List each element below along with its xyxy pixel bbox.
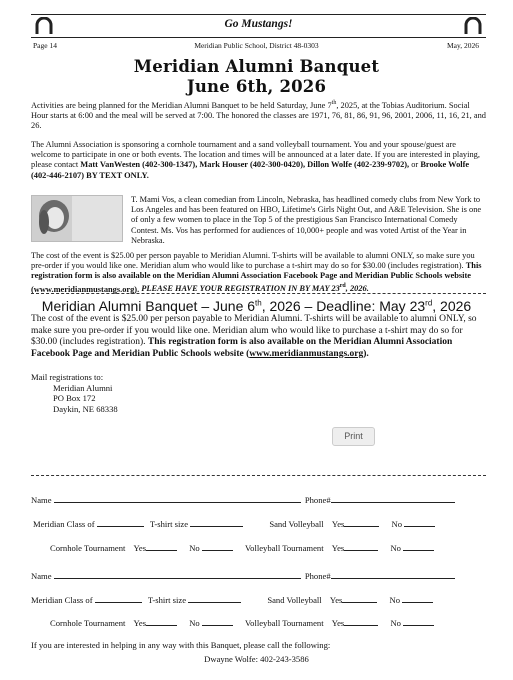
page-title: Meridian Alumni Banquet: [133, 57, 380, 76]
form-heading: Meridian Alumni Banquet – June 6th, 2026 – Deadline: May 23rd, 2026: [41, 298, 472, 314]
volleyball-tourney-yes-field[interactable]: [344, 617, 378, 626]
intro-paragraph: Activities are being planned for the Meridian Alumni Banquet to be held Saturday, June 7th, 2025, at the Tobias Auditorium. Social Hour starts at 6:00 and the meal will be served at 7:00. The honored the classes are 1971, 76, 81, 86, 91, 96, 2001, 2006, 11, 16, 21, and 26.: [31, 100, 486, 131]
website-link[interactable]: www.meridianmustangs.org: [249, 348, 364, 359]
cornhole-yes-field[interactable]: [146, 617, 177, 626]
tournament-paragraph: The Alumni Association is sponsoring a cornhole tournament and a sand volleyball tournament. You and your spouse/guest are welcome to participate in one or both events. The location and times will be announced at a later date. If you are interested in playing, please contact Matt VanWesten (402-300-1347), Mark Houser (402-300-0420), Dillon Wolfe (402-239-9702), or Brooke Wolfe (402-446-2107) BY TEXT ONLY.: [31, 140, 480, 180]
mailing-address: Mail registrations to: Meridian Alumni PO Box 172 Daykin, NE 68338: [31, 372, 118, 414]
sand-volleyball-no-field[interactable]: [404, 518, 435, 527]
cut-line: [31, 475, 486, 476]
help-text: If you are interested in helping in any way with this Banquet, please call the following:: [31, 640, 331, 650]
cost-paragraph: The cost of the event is $25.00 per person payable to Meridian Alumni. T-shirts will be available to alumni ONLY, so make sure you pre-order if you would like one. Meridian alum who would like to purchase a t-shirt may do so for $30.00 (includes registration). This registration form is also available on the Meridian Alumni Association Facebook Page and Meridian Public Schools website (www.meridianmustangs.org). PLEASE HAVE YOUR REGISTRATION IN BY MAY 23rd, 2026.: [31, 251, 482, 294]
tournament-row: Cornhole Tournament Yes No Volleyball Tournament Yes No: [50, 617, 434, 628]
banner-title: Go Mustangs!: [224, 18, 293, 30]
volleyball-tourney-yes-field[interactable]: [344, 542, 378, 551]
comedian-paragraph: T. Mami Vos, a clean comedian from Lincoln, Nebraska, has headlined comedy clubs from New York to Los Angeles and has been featured on HBO, Lifetime's Girls Night Out, and A&E Television. She is one of only a few women to place in the Top 5 of the prestigious San Francisco International Comedy Contest. Ms. Vos has performed for audiences of 10,000+ people and was voted Artist of the Year in Nebraska.: [131, 195, 482, 245]
print-button[interactable]: Print: [332, 427, 375, 446]
name-row: Name Phone#: [31, 494, 455, 505]
class-year-field[interactable]: [95, 594, 142, 603]
name-field[interactable]: [54, 494, 301, 503]
form-description: The cost of the event is $25.00 per person payable to Meridian Alumni. T-shirts will be available to alumni ONLY, so make sure you pre-order if you would like one. Meridian alum who would like to purchase a t-shirt may do so for $30.00 (includes registration). This registration form is also available on the Meridian Alumni Association Facebook Page and Meridian Public Schools website (www.meridianmustangs.org).: [31, 314, 477, 359]
header-banner: [31, 14, 486, 38]
volleyball-tourney-no-field[interactable]: [403, 617, 434, 626]
cut-line: [31, 293, 486, 294]
phone-field[interactable]: [331, 494, 455, 503]
page-subtitle: June 6th, 2026: [186, 77, 327, 96]
class-row: Meridian Class of T-shirt size Sand Volleyball Yes No: [33, 518, 435, 529]
sand-volleyball-yes-field[interactable]: [342, 594, 377, 603]
comedian-photo: [31, 195, 123, 242]
horseshoe-icon: [463, 17, 483, 35]
volleyball-tourney-no-field[interactable]: [403, 542, 434, 551]
phone-field[interactable]: [331, 570, 455, 579]
cornhole-yes-field[interactable]: [146, 542, 177, 551]
contact-text: Dwayne Wolfe: 402-243-3586: [204, 654, 309, 664]
tshirt-size-field[interactable]: [190, 518, 243, 527]
tshirt-size-field[interactable]: [188, 594, 241, 603]
class-year-field[interactable]: [97, 518, 144, 527]
tournament-row: Cornhole Tournament Yes No Volleyball Tournament Yes No: [50, 542, 434, 553]
sand-volleyball-no-field[interactable]: [402, 594, 433, 603]
name-row: Name Phone#: [31, 570, 455, 581]
page-number: Page 14: [33, 41, 57, 50]
cornhole-no-field[interactable]: [202, 542, 233, 551]
class-row: Meridian Class of T-shirt size Sand Volleyball Yes No: [31, 594, 433, 605]
cornhole-no-field[interactable]: [202, 617, 233, 626]
name-field[interactable]: [54, 570, 301, 579]
sand-volleyball-yes-field[interactable]: [344, 518, 379, 527]
school-name: Meridian Public School, District 48-0303: [194, 41, 319, 50]
issue-date: May, 2026: [446, 41, 479, 50]
